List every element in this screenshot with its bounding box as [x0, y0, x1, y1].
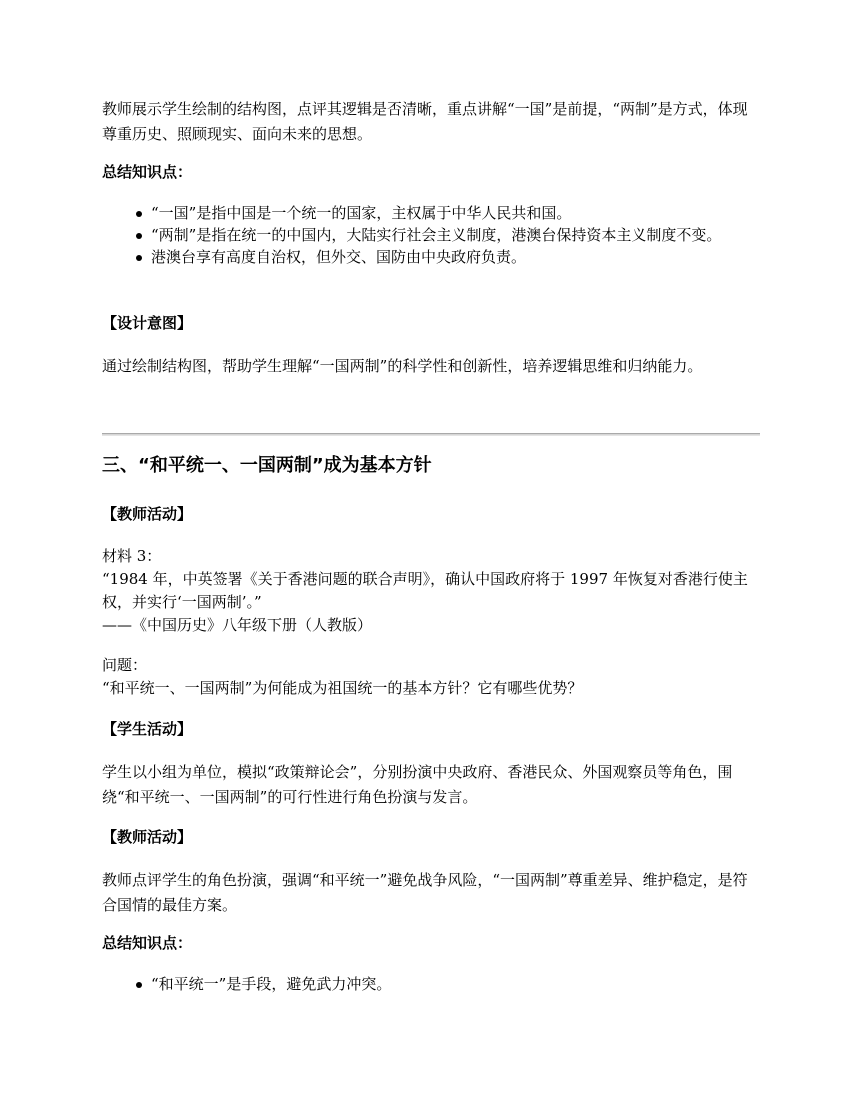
design-heading: 【设计意图】 — [102, 314, 193, 332]
material-label: 材料 3： — [102, 547, 162, 565]
horizontal-divider — [102, 433, 760, 436]
list-item: 港澳台享有高度自治权，但外交、国防由中央政府负责。 — [102, 246, 762, 268]
section-title: 三、“和平统一、一国两制”成为基本方针 — [102, 455, 432, 476]
question-block — [102, 654, 762, 700]
list-item: “一国”是指中国是一个统一的国家，主权属于中华人民共和国。 — [102, 202, 762, 224]
teacher-activity-text-2: 教师点评学生的角色扮演，强调“和平统一”避免战争风险，“一国两制”尊重差异、维护稳定，是符合国情的最佳方案。 — [102, 871, 748, 914]
bullet-icon — [136, 233, 142, 239]
material-block — [102, 545, 762, 637]
teacher-activity-heading-2: 【教师活动】 — [102, 828, 193, 846]
material-quote: “1984 年，中英签署《关于香港问题的联合声明》，确认中国政府将于 1997 年恢复对香港行使主权，并实行‘一国两制’。” — [102, 570, 748, 611]
design-text: 通过绘制结构图，帮助学生理解“一国两制”的科学性和创新性，培养逻辑思维和归纳能力。 — [102, 357, 703, 375]
student-activity-heading: 【学生活动】 — [102, 720, 193, 738]
bullet-icon — [136, 211, 142, 217]
summary-list — [102, 202, 762, 268]
paragraph-intro: 教师展示学生绘制的结构图，点评其逻辑是否清晰，重点讲解“一国”是前提，“两制”是方式，体现尊重历史、照顾现实、面向未来的思想。 — [102, 100, 748, 143]
teacher-activity-heading: 【教师活动】 — [102, 505, 193, 523]
list-item: “两制”是指在统一的中国内，大陆实行社会主义制度，港澳台保持资本主义制度不变。 — [102, 224, 762, 246]
bullet-icon — [136, 982, 142, 988]
summary-heading: 总结知识点： — [102, 163, 193, 181]
question-text: “和平统一、一国两制”为何能成为祖国统一的基本方针？它有哪些优势？ — [102, 679, 583, 697]
list-item: “和平统一”是手段，避免武力冲突。 — [102, 973, 762, 995]
material-source: ——《中国历史》八年级下册（人教版） — [102, 616, 373, 634]
bullet-icon — [136, 255, 142, 261]
summary-heading-2: 总结知识点： — [102, 934, 193, 952]
summary-list-2 — [102, 973, 762, 995]
question-label: 问题： — [102, 656, 148, 674]
student-activity-text: 学生以小组为单位，模拟“政策辩论会”，分别扮演中央政府、香港民众、外国观察员等角色，围绕“和平统一、一国两制”的可行性进行角色扮演与发言。 — [102, 763, 733, 806]
